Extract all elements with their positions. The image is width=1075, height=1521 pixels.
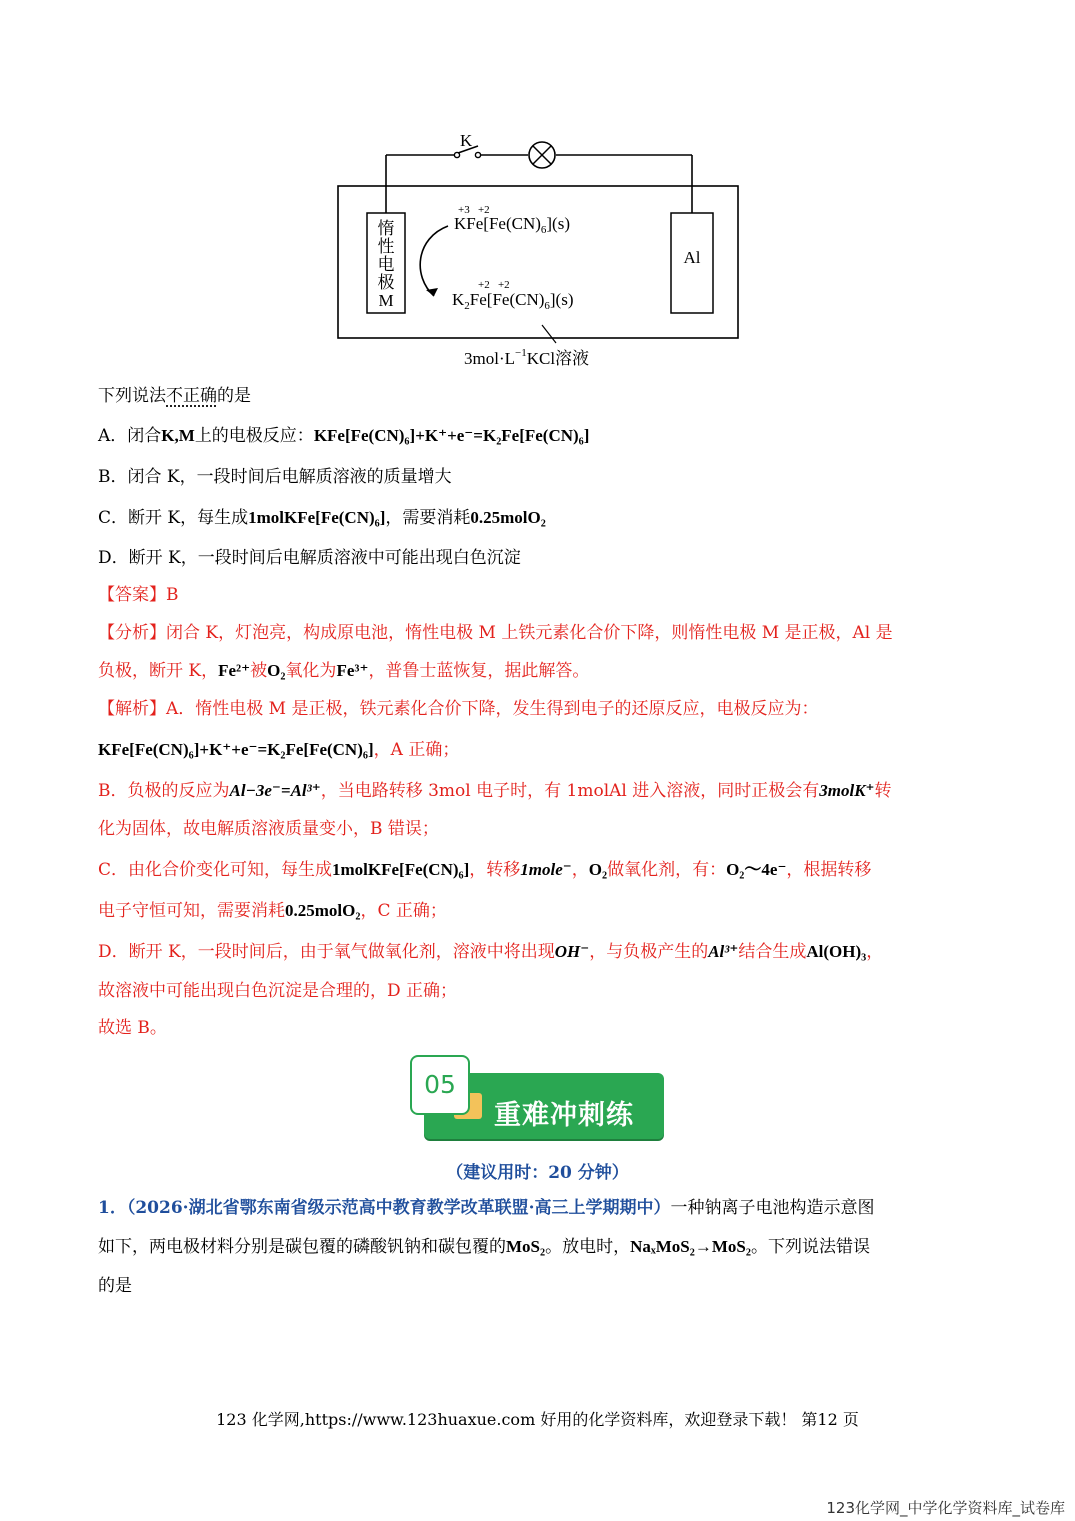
time-hint: （建议用时：20 分钟） — [446, 1163, 629, 1183]
explain-line-9: 故选 B。 — [98, 1018, 167, 1038]
option-a: A．闭合K,M上的电极反应：KFe[Fe(CN)₆]+K⁺+e⁻=K₂Fe[Fe(CN)₆] — [98, 426, 590, 446]
explain-line-6: 电子守恒可知，需要消耗0.25molO₂，C 正确； — [98, 901, 447, 921]
explain-line-1: 【解析】A．惰性电极 M 是正极，铁元素化合价下降，发生得到电子的还原反应，电极反应为： — [98, 699, 819, 719]
section-number: 05 — [410, 1055, 470, 1115]
switch-label: K — [460, 131, 473, 150]
explain-line-8: 故溶液中可能出现白色沉淀是合理的，D 正确； — [98, 981, 458, 1001]
analysis-line-2: 负极，断开 K，Fe²⁺被O₂氧化为Fe³⁺，普鲁士蓝恢复，据此解答。 — [98, 661, 590, 681]
analysis-line-1: 【分析】闭合 K，灯泡亮，构成原电池，惰性电极 M 上铁元素化合价下降，则惰性电极 M 是正极，Al 是 — [98, 623, 893, 643]
q1-line-2: 如下，两电极材料分别是碳包覆的磷酸钒钠和碳包覆的MoS₂。放电时，NaₓMoS₂→MoS₂。下列说法错误 — [98, 1237, 870, 1257]
ox-state-bottom: +2 +2 — [478, 279, 510, 291]
electrode-left-char: 惰 — [377, 219, 395, 239]
solution-label: $3mol\cdot L^{-1}KCl$溶液 — [464, 347, 590, 368]
question-stem: 下列说法不正确的是 — [98, 386, 251, 406]
reduction-arrow-icon — [420, 226, 448, 296]
emphasis-text: 不正确 — [166, 386, 217, 406]
explain-line-4: 化为固体，故电解质溶液质量变小，B 错误； — [98, 819, 439, 839]
option-b: B．闭合 K，一段时间后电解质溶液的质量增大 — [98, 467, 452, 487]
al-electrode-label: Al — [683, 248, 701, 267]
section-badge — [410, 1055, 666, 1145]
ox-state-top: +3 +2 — [458, 204, 490, 216]
answer-label: 【答案】B — [98, 585, 179, 605]
option-c: C．断开 K，每生成1molKFe[Fe(CN)₆]，需要消耗0.25molO₂ — [98, 508, 546, 528]
explain-line-2: KFe[Fe(CN)₆]+K⁺+e⁻=K₂Fe[Fe(CN)₆]，A 正确； — [98, 740, 460, 760]
electrochemical-cell-diagram — [330, 128, 750, 373]
explain-line-5: C．由化合价变化可知，每生成1molKFe[Fe(CN)₆]，转移1mole⁻，O₂做氧化剂，有：O₂～4e⁻，根据转移 — [98, 860, 872, 880]
q1-line-3: 的是 — [98, 1276, 132, 1296]
explain-line-3: B．负极的反应为Al−3e⁻=Al³⁺，当电路转移 3mol 电子时，有 1molAl 进入溶液，同时正极会有3molK⁺转 — [98, 781, 892, 801]
electrode-left-char: 电 — [377, 255, 395, 275]
page-footer: 123 化学网,https://www.123huaxue.com 好用的化学资料库，欢迎登录下载！ 第12 页 — [216, 1410, 859, 1429]
explain-line-7: D．断开 K，一段时间后，由于氧气做氧化剂，溶液中将出现OH⁻，与负极产生的Al³⁺结合生成Al(OH)₃， — [98, 942, 884, 962]
electrode-left-char: M — [378, 291, 394, 310]
option-d: D．断开 K，一段时间后电解质溶液中可能出现白色沉淀 — [98, 548, 521, 568]
lamp-icon — [529, 142, 555, 168]
electrode-left-char: 极 — [377, 273, 395, 293]
species-bottom: $K_2Fe[Fe(CN)_6](s)$ — [452, 290, 574, 312]
section-title: 重难冲刺练 — [494, 1100, 634, 1131]
watermark: 123化学网_中学化学资料库_试卷库 — [826, 1499, 1065, 1517]
q1-line-1: 1．（2026·湖北省鄂东南省级示范高中教育教学改革联盟·高三上学期期中）一种钠离子电池构造示意图 — [98, 1198, 875, 1218]
species-top: $KFe[Fe(CN)_6](s)$ — [454, 214, 570, 236]
electrode-left-char: 性 — [377, 237, 395, 257]
